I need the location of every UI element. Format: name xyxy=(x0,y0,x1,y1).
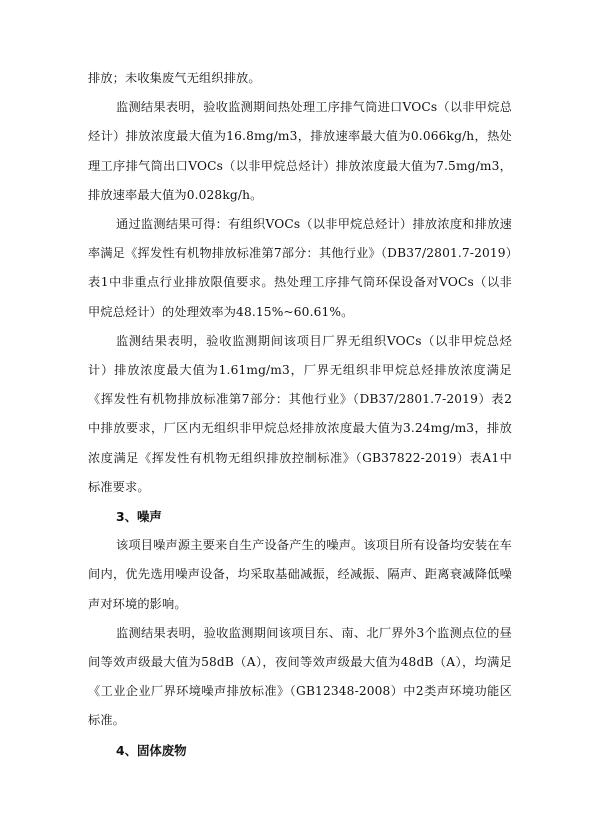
paragraph-emission-compliance: 通过监测结果可得：有组织VOCs（以非甲烷总烃计）排放浓度和排放速率满足《挥发性有机物排放标准第7部分：其他行业》（DB37/2801.7-2019）表1中非重点行业排放限值要求。热处理工序排气筒环保设备对VOCs（以非甲烷总烃计）的处理效率为48.15%~60.61%。 xyxy=(88,217,512,319)
paragraph-continued: 排放；未收集废气无组织排放。 xyxy=(88,71,261,85)
section-heading-noise: 3、噪声 xyxy=(116,509,162,525)
paragraph-unorganized-emission-results: 监测结果表明，验收监测期间该项目厂界无组织VOCs（以非甲烷总烃计）排放浓度最大值为1.61mg/m3，厂界无组织非甲烷总烃排放浓度满足《挥发性有机物排放标准第7部分：其他行业》（DB37/2801.7-2019）表2中排放要求，厂区内无组织非甲烷总烃排放浓度最大值为3.24mg/m3，排放浓度满足《挥发性有机物无组织排放控制标准》（GB37822-2019）表A1中标准要求。 xyxy=(88,333,512,494)
page-content xyxy=(88,64,512,765)
paragraph-organized-emission-results: 监测结果表明，验收监测期间热处理工序排气筒进口VOCs（以非甲烷总烃计）排放浓度最大值为16.8mg/m3，排放速率最大值为0.066kg/h，热处理工序排气筒出口VOCs（以非甲烷总烃计）排放浓度最大值为7.5mg/m3，排放速率最大值为0.028kg/h。 xyxy=(88,100,512,202)
section-heading-solid-waste: 4、固体废物 xyxy=(116,742,187,758)
paragraph-noise-sources: 该项目噪声源主要来自生产设备产生的噪声。该项目所有设备均安装在车间内，优先选用噪声设备，均采取基础减振，经减振、隔声、距离衰减降低噪声对环境的影响。 xyxy=(88,538,512,611)
paragraph-noise-results: 监测结果表明，验收监测期间该项目东、南、北厂界外3个监测点位的昼间等效声级最大值为58dB（A），夜间等效声级最大值为48dB（A），均满足《工业企业厂界环境噪声排放标准》（GB12348-2008）中2类声环境功能区标准。 xyxy=(88,625,512,728)
